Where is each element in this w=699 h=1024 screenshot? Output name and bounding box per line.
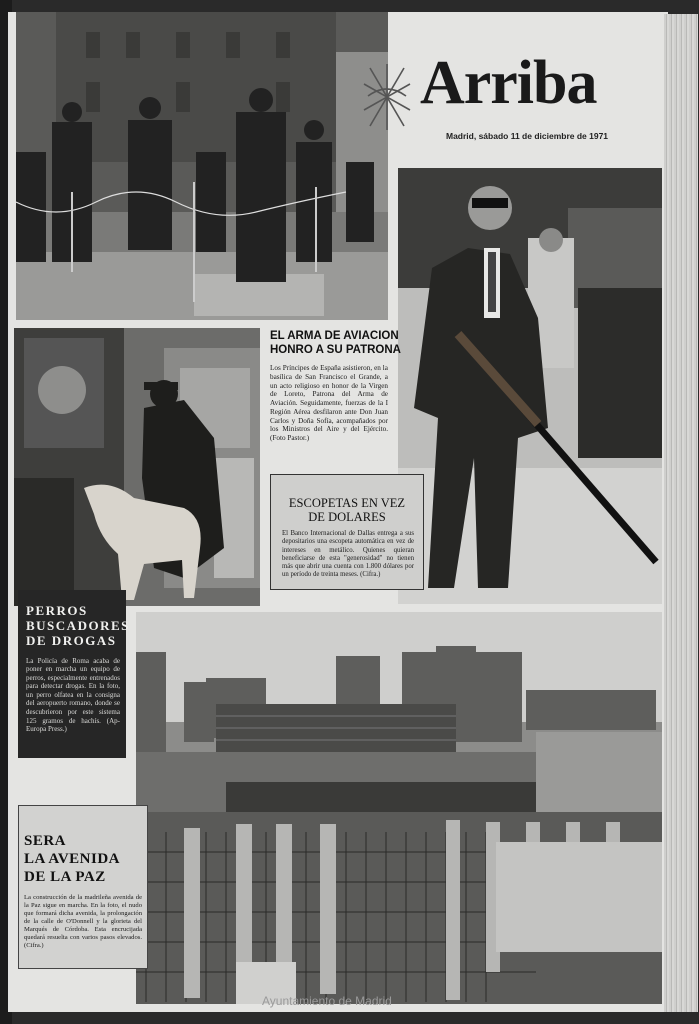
aviacion-body: Los Príncipes de España asistieron, en la basílica de San Francisco el Grande, a un acto religioso en honor de la Virgen de Loreto, Patrona del Arma de Aviación. Seguidamente, fuerzas de la I Región Aérea desfilaron ante Don Juan Carlos y Doña Sofía, acompañados por los Ministros del Aire y del Ejército. (Foto Pastor.) — [270, 364, 388, 443]
masthead-title: Arriba — [420, 49, 597, 117]
page-stack-edge — [664, 14, 698, 1012]
perros-story-box — [18, 590, 130, 758]
avenida-headline-line2: LA AVENIDA — [24, 851, 121, 867]
archive-watermark: Ayuntamiento de Madrid — [262, 994, 392, 1008]
aviacion-headline-line1: EL ARMA DE AVIACION — [270, 330, 399, 342]
aviacion-headline-line2: HONRO A SU PATRONA — [270, 344, 401, 356]
escopetas-headline-line1: ESCOPETAS EN VEZ — [288, 496, 406, 510]
masthead-date: Madrid, sábado 11 de diciembre de 1971 — [446, 131, 609, 141]
perros-headline-line1: PERROS — [26, 603, 88, 618]
perros-body: La Policía de Roma acaba de poner en marcha un equipo de perros, especialmente entrenados para detectar drogas. En la foto, un perro olfatea en la consigna del aeropuerto romano, donde se descubrieron por este sistema 125 gramos de hachís. (Ap-Europa Press.) — [26, 656, 120, 734]
avenida-headline-line3: DE LA PAZ — [24, 869, 106, 885]
photo-princes-ceremony — [16, 12, 388, 320]
photo-avenida-construction — [136, 612, 662, 1004]
escopetas-body: El Banco Internacional de Dallas entrega a sus depositarios una escopeta automática en vez de intereses en metálico. Quienes quieran beneficiarse de esta "generosidad" no tienen más que abrir una cuenta con 1.800 dólares por un período de treinta meses. (Cifra.) — [282, 530, 414, 579]
perros-headline-line3: DE DROGAS — [26, 632, 117, 648]
photo-police-dog-airport — [14, 328, 260, 606]
perros-headline-line2: BUSCADORES — [26, 617, 130, 633]
avenida-headline-line1: SERA — [24, 833, 67, 849]
escopetas-headline-line2: DE DOLARES — [308, 510, 386, 524]
avenida-body: La construcción de la madrileña avenida de la Paz sigue en marcha. En la foto, el nudo que formará dicha avenida, la prolongación de la calle de O'Donnell y la glorieta del Marqués de Córdoba. Esta encrucijada quedará resuelta con varios pasos elevados. (Cifra.) — [24, 894, 142, 950]
photo-man-with-shotgun — [398, 168, 662, 604]
yoke-and-arrows-emblem — [362, 62, 412, 132]
